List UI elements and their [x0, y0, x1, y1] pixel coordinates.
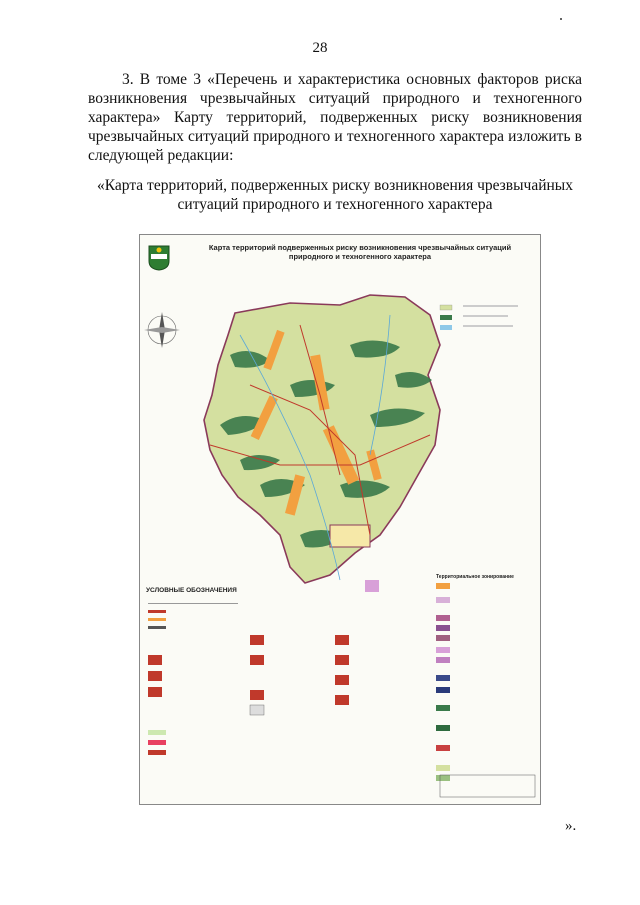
- map-drawing: [140, 235, 540, 804]
- map-caption: «Карта территорий, подверженных риску возникновения чрезвычайных ситуаций природного и техногенного характера: [97, 177, 573, 213]
- page-number: 28: [312, 40, 328, 56]
- closing-quote: ».: [565, 818, 577, 834]
- amendment-paragraph: 3. В томе 3 «Перечень и характеристика основных факторов риска возникновения чрезвычайных ситуаций природного и техногенного характера» Карту территорий, подверженных риску возникновения чрезвычайных ситуаций природного и техногенного характера изложить в следующей редакции:: [88, 71, 582, 164]
- top-legend: [440, 305, 518, 330]
- zoning-legend: [436, 583, 450, 781]
- zoning-title: Территориальное зонирование: [436, 574, 514, 580]
- special-zone: [365, 580, 379, 592]
- district-center: [330, 525, 370, 547]
- legend-blocks: [148, 603, 349, 755]
- risk-map: [139, 234, 541, 805]
- compass-icon: [144, 312, 180, 348]
- stamp-block: [440, 775, 535, 797]
- legend-title: УСЛОВНЫЕ ОБОЗНАЧЕНИЯ: [146, 587, 237, 594]
- map-title: Карта территорий подверженных риску возникновения чрезвычайных ситуаций природного и техногенного характера: [208, 243, 512, 261]
- scan-dot: [560, 18, 562, 20]
